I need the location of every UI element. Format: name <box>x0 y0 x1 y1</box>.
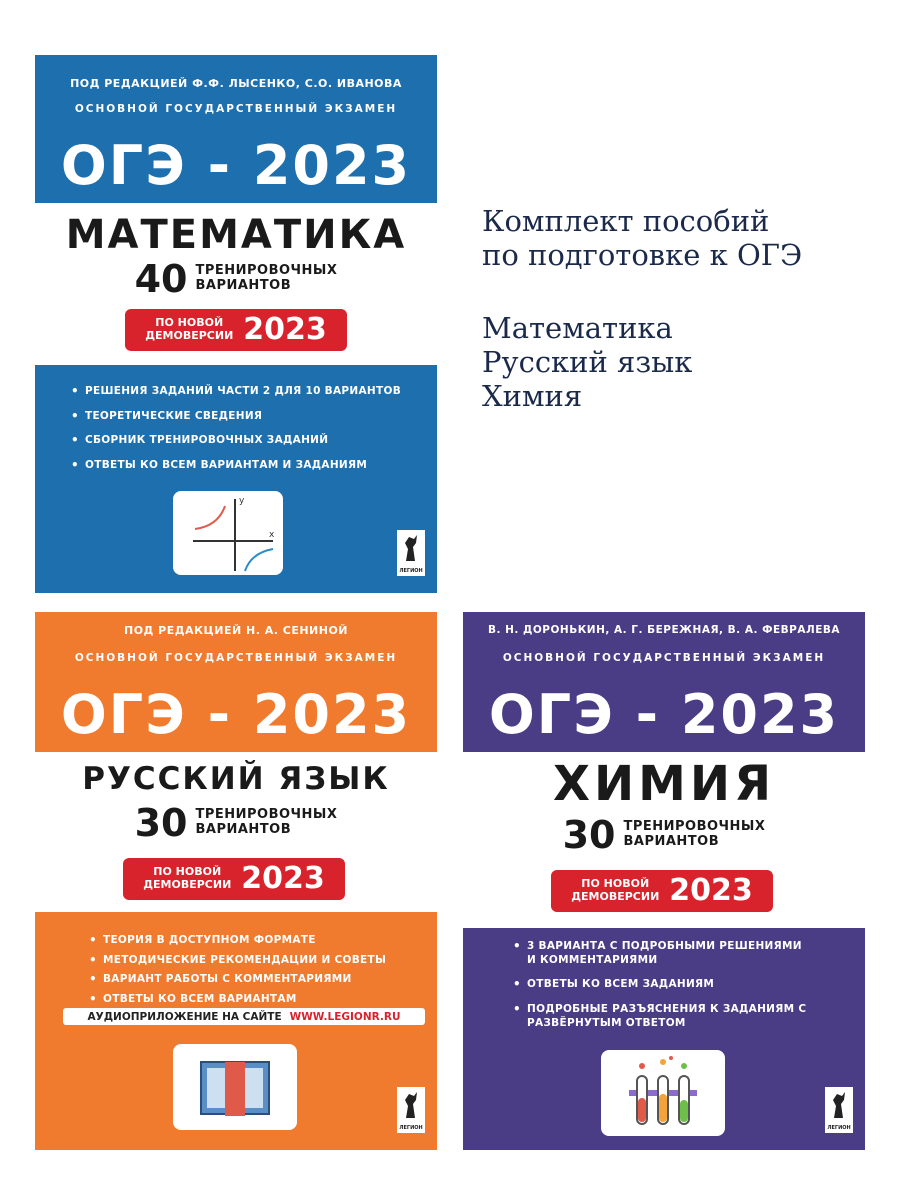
book-features-list <box>507 940 807 1041</box>
badge-line-1: ПО НОВОЙ <box>581 877 650 891</box>
badge-line-2: ДЕМОВЕРСИИ <box>145 329 234 342</box>
variants-number: 40 <box>134 257 188 301</box>
book-oge-title: ОГЭ - 2023 <box>60 134 412 197</box>
variants-line-2: ВАРИАНТОВ <box>195 278 292 293</box>
variants-text <box>623 820 765 850</box>
book-subject: ХИМИЯ <box>552 756 776 812</box>
kit-description <box>482 205 802 273</box>
feature-item: • ОТВЕТЫ КО ВСЕМ ВАРИАНТАМ И ЗАДАНИЯМ <box>65 459 435 473</box>
book-subject: МАТЕМАТИКА <box>65 212 407 258</box>
subject-item: Математика <box>482 311 673 345</box>
book-icon-card <box>173 1044 297 1130</box>
badge-text <box>571 878 659 903</box>
badge-line-2: ДЕМОВЕРСИИ <box>571 890 660 903</box>
horse-logo-icon <box>826 1088 852 1122</box>
graph-icon-card <box>173 491 283 575</box>
demo-badge <box>123 858 345 900</box>
variants-line-2: ВАРИАНТОВ <box>195 822 292 837</box>
badge-text <box>143 866 231 891</box>
graph-y-label: y <box>239 496 245 506</box>
subject-item: Химия <box>482 378 583 413</box>
variants-line-1: ТРЕНИРОВОЧНЫХ <box>195 807 338 823</box>
feature-item: • ТЕОРЕТИЧЕСКИЕ СВЕДЕНИЯ <box>65 410 435 424</box>
book-oge-title: ОГЭ - 2023 <box>60 683 412 746</box>
variants-number: 30 <box>562 813 616 857</box>
feature-item: • ТЕОРИЯ В ДОСТУПНОМ ФОРМАТЕ <box>83 934 433 948</box>
horse-logo-icon <box>398 531 424 565</box>
badge-line-1: ПО НОВОЙ <box>155 316 224 330</box>
book-variants <box>35 801 437 845</box>
variants-line-2: ВАРИАНТОВ <box>623 834 720 849</box>
feature-item: • ВАРИАНТ РАБОТЫ С КОММЕНТАРИЯМИ <box>83 973 433 987</box>
variants-line-1: ТРЕНИРОВОЧНЫХ <box>195 263 338 279</box>
logo-text: ЛЕГИОН <box>399 568 423 574</box>
math-book-cover[interactable] <box>35 55 437 593</box>
variants-text <box>195 808 337 838</box>
description-line-2: по подготовке к ОГЭ <box>482 237 803 272</box>
feature-item: • ОТВЕТЫ КО ВСЕМ ВАРИАНТАМ <box>83 993 433 1007</box>
publisher-logo <box>397 530 425 576</box>
publisher-logo <box>825 1087 853 1133</box>
book-exam-label: ОСНОВНОЙ ГОСУДАРСТВЕННЫЙ ЭКЗАМЕН <box>74 652 398 664</box>
feature-item: • ПОДРОБНЫЕ РАЗЪЯСНЕНИЯ К ЗАДАНИЯМ С РАЗВЁРНУТЫМ ОТВЕТОМ <box>507 1003 807 1030</box>
badge-year: 2023 <box>241 861 325 896</box>
open-book-icon <box>173 1044 297 1130</box>
feature-item: • РЕШЕНИЯ ЗАДАНИЙ ЧАСТИ 2 ДЛЯ 10 ВАРИАНТОВ <box>65 385 435 399</box>
russian-book-cover[interactable] <box>35 612 437 1150</box>
publisher-logo <box>397 1087 425 1133</box>
badge-line-1: ПО НОВОЙ <box>153 865 222 879</box>
feature-item: • 3 ВАРИАНТА С ПОДРОБНЫМИ РЕШЕНИЯМИ И КОММЕНТАРИЯМИ <box>507 940 807 967</box>
book-variants <box>463 813 865 857</box>
variants-number: 30 <box>134 801 188 845</box>
function-graph-icon <box>173 491 283 575</box>
website-link[interactable]: WWW.LEGIONR.RU <box>289 1010 401 1023</box>
badge-year: 2023 <box>669 873 753 908</box>
subject-list <box>482 312 692 414</box>
book-editor: В. Н. ДОРОНЬКИН, А. Г. БЕРЕЖНАЯ, В. А. ФЕВРАЛЕВА <box>487 624 841 636</box>
feature-item: • ОТВЕТЫ КО ВСЕМ ЗАДАНИЯМ <box>507 978 807 992</box>
demo-badge <box>125 309 347 351</box>
book-editor: ПОД РЕДАКЦИЕЙ Ф.Ф. ЛЫСЕНКО, С.О. ИВАНОВА <box>70 77 402 90</box>
audio-line <box>63 1008 425 1025</box>
book-features-list <box>83 934 433 1013</box>
book-exam-label: ОСНОВНОЙ ГОСУДАРСТВЕННЫЙ ЭКЗАМЕН <box>502 652 826 664</box>
horse-logo-icon <box>398 1088 424 1122</box>
logo-text: ЛЕГИОН <box>399 1125 423 1131</box>
book-features-list <box>65 385 435 484</box>
logo-text: ЛЕГИОН <box>827 1125 851 1131</box>
graph-x-label: x <box>269 530 275 540</box>
test-tubes-icon <box>601 1050 725 1136</box>
audio-label: АУДИОПРИЛОЖЕНИЕ НА САЙТЕ <box>87 1010 282 1023</box>
book-editor: ПОД РЕДАКЦИЕЙ Н. А. СЕНИНОЙ <box>123 624 349 637</box>
book-subject: РУССКИЙ ЯЗЫК <box>82 761 390 797</box>
badge-text <box>145 317 233 342</box>
badge-line-2: ДЕМОВЕРСИИ <box>143 878 232 891</box>
variants-text <box>195 264 337 294</box>
test-tubes-icon-card <box>601 1050 725 1136</box>
badge-year: 2023 <box>243 312 327 347</box>
feature-item: • СБОРНИК ТРЕНИРОВОЧНЫХ ЗАДАНИЙ <box>65 434 435 448</box>
description-line-1: Комплект пособий <box>482 204 770 238</box>
subject-item: Русский язык <box>482 344 693 379</box>
demo-badge <box>551 870 773 912</box>
chemistry-book-cover[interactable] <box>463 612 865 1150</box>
book-exam-label: ОСНОВНОЙ ГОСУДАРСТВЕННЫЙ ЭКЗАМЕН <box>74 103 398 115</box>
feature-item: • МЕТОДИЧЕСКИЕ РЕКОМЕНДАЦИИ И СОВЕТЫ <box>83 954 433 968</box>
book-variants <box>35 257 437 301</box>
variants-line-1: ТРЕНИРОВОЧНЫХ <box>623 819 766 835</box>
book-oge-title: ОГЭ - 2023 <box>488 683 840 746</box>
